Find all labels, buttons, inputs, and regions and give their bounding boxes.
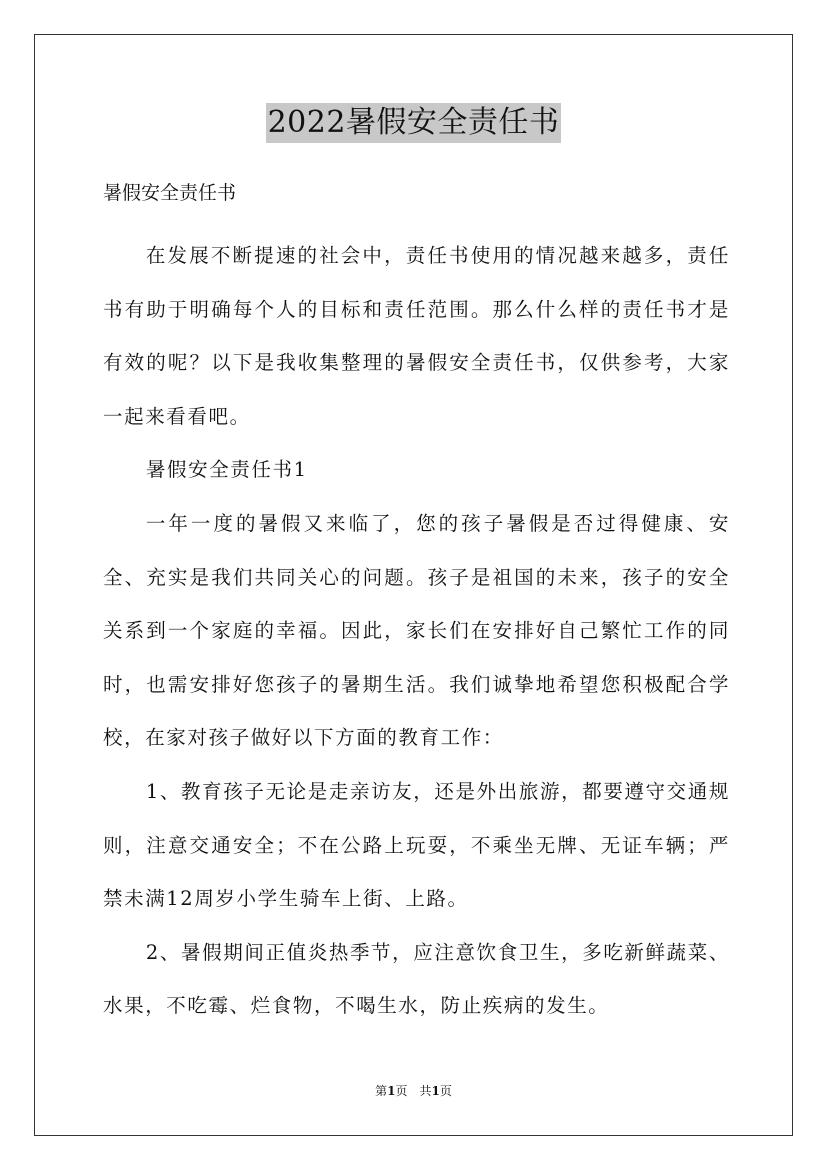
section-heading: 暑假安全责任书1 [145,458,308,482]
page-number: 1 [387,1084,396,1098]
page-prefix: 第 [375,1084,388,1098]
rule-item-2: 2、暑假期间正值炎热季节，应注意饮食卫生，多吃新鲜蔬菜、水果，不吃霉、烂食物，不喝生水，防止疾病的发生。 [103,940,730,1018]
title-container [0,103,827,143]
document-body [103,229,730,1033]
document-subtitle: 暑假安全责任书 [103,182,237,204]
page-suffix: 页 [395,1084,408,1098]
total-suffix: 页 [439,1084,452,1098]
total-prefix: 共 [419,1084,432,1098]
page-footer [0,1082,827,1100]
intro-paragraph: 在发展不断提速的社会中，责任书使用的情况越来越多，责任书有助于明确每个人的目标和责任范围。那么什么样的责任书才是有效的呢？以下是我收集整理的暑假安全责任书，仅供参考，大家一起来看看吧。 [103,244,730,428]
letter-paragraph: 一年一度的暑假又来临了，您的孩子暑假是否过得健康、安全、充实是我们共同关心的问题。孩子是祖国的未来，孩子的安全关系到一个家庭的幸福。因此，家长们在安排好自己繁忙工作的同时，也需安排好您孩子的暑期生活。我们诚挚地希望您积极配合学校，在家对孩子做好以下方面的教育工作： [103,511,730,750]
document-title: 2022暑假安全责任书 [266,103,562,143]
total-pages: 1 [431,1084,440,1098]
rule-item-1: 1、教育孩子无论是走亲访友，还是外出旅游，都要遵守交通规则，注意交通安全；不在公路上玩耍，不乘坐无牌、无证车辆；严禁未满12周岁小学生骑车上街、上路。 [103,779,730,911]
